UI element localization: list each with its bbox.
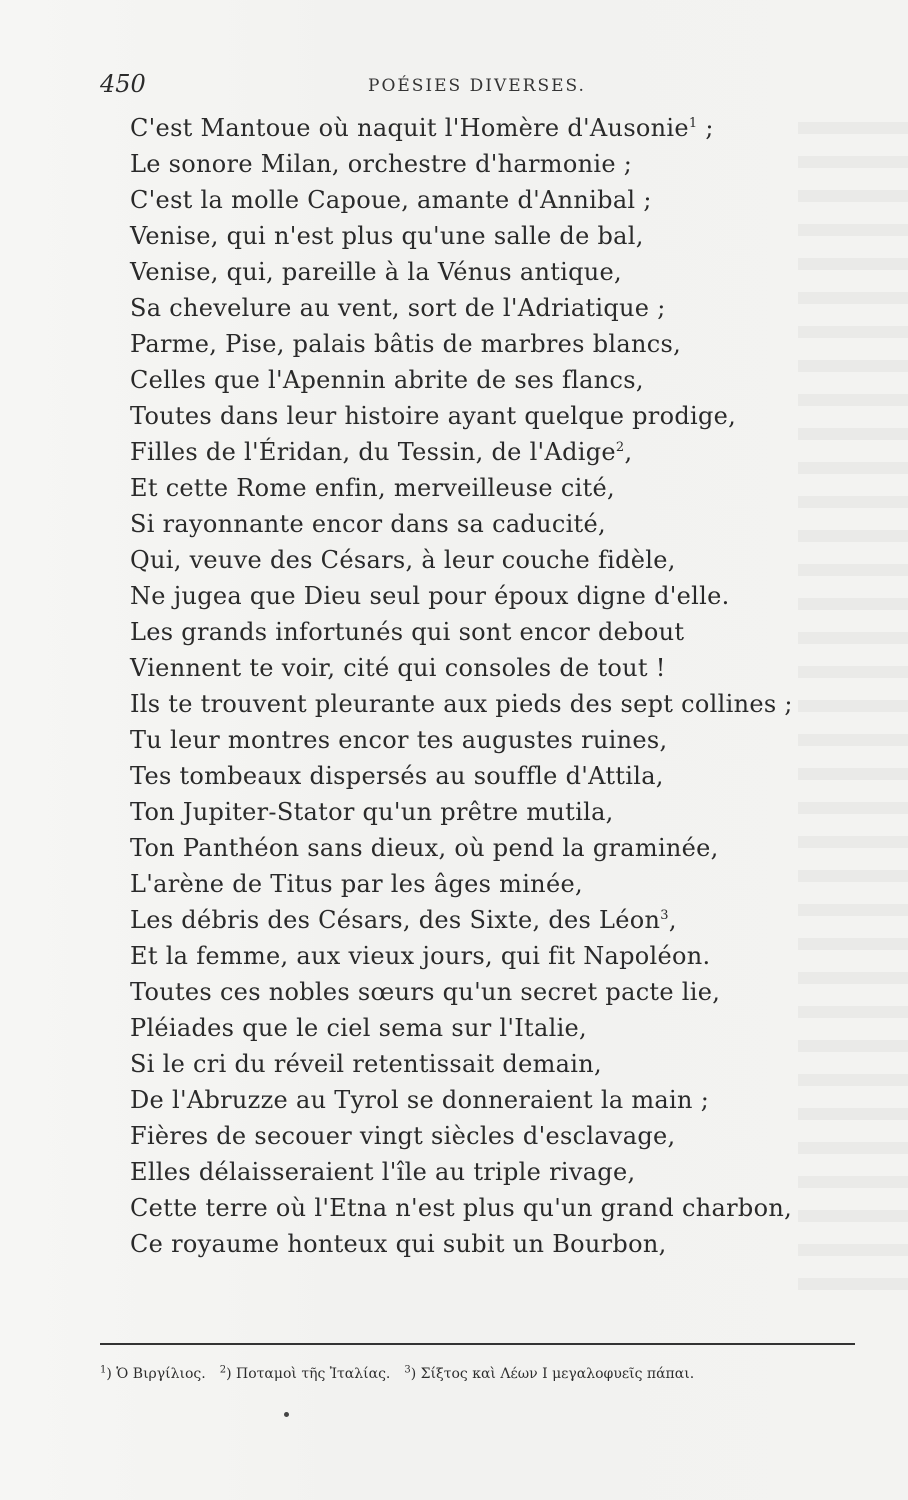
footnote-mark: 1 [100,1364,107,1376]
footnote-reference: 2 [615,440,625,455]
poem-line [130,1046,830,1082]
poem-line [130,1154,830,1190]
poem-line-text: Toutes dans leur histoire ayant quelque prodige, [130,402,737,430]
poem-line [130,1082,830,1118]
footnote-paren: ) [106,1366,117,1382]
poem-line [130,722,830,758]
poem-line [130,110,830,146]
poem-line [130,830,830,866]
poem-line [130,1118,830,1154]
poem-line-text: Elles délaisseraient l'île au triple rivage, [130,1158,636,1186]
poem-line-text: Tu leur montres encor tes augustes ruines, [130,726,668,754]
poem-line-punctuation: , [668,906,677,934]
poem-line [130,1010,830,1046]
footnote-2 [220,1366,391,1382]
poem-line-text: Le sonore Milan, orchestre d'harmonie ; [130,150,633,178]
poem-line [130,362,830,398]
poem-line-text: Venise, qui n'est plus qu'une salle de bal, [130,222,644,250]
poem-line-punctuation: , [624,438,633,466]
page-number: 450 [100,70,146,98]
footnote-paren: ) [410,1366,421,1382]
poem-line [130,542,830,578]
poem-line [130,254,830,290]
poem-line-text: Et cette Rome enfin, merveilleuse cité, [130,474,615,502]
ink-speck [284,1412,289,1417]
footnote-text: Ὁ Βιργίλιος. [116,1366,206,1382]
running-title: POÉSIES DIVERSES. [368,76,586,96]
poem-line [130,614,830,650]
poem-line-text: Et la femme, aux vieux jours, qui fit Napoléon. [130,942,711,970]
poem-line [130,866,830,902]
poem-line-text: Les grands infortunés qui sont encor debout [130,618,685,646]
poem-line-text: Ton Jupiter-Stator qu'un prêtre mutila, [130,798,614,826]
poem-line-text: Les débris des Césars, des Sixte, des Léon [130,906,661,934]
poem-line [130,1226,830,1262]
poem-line-text: Si rayonnante encor dans sa caducité, [130,510,606,538]
poem-line-text: Tes tombeaux dispersés au souffle d'Attila, [130,762,664,790]
footnote-reference: 1 [688,116,698,131]
poem-line [130,326,830,362]
footnote-paren: ) [226,1366,237,1382]
poem-line-text: Pléiades que le ciel sema sur l'Italie, [130,1014,587,1042]
poem-line [130,974,830,1010]
poem-line [130,146,830,182]
poem-line [130,182,830,218]
poem-line-text: Qui, veuve des Césars, à leur couche fidèle, [130,546,676,574]
page-header [100,70,820,104]
poem-line-text: Si le cri du réveil retentissait demain, [130,1050,602,1078]
poem-line-text: Ton Panthéon sans dieux, où pend la graminée, [130,834,719,862]
poem-line-text: Filles de l'Éridan, du Tessin, de l'Adige [130,438,616,466]
poem-line [130,578,830,614]
poem-line [130,470,830,506]
poem-line-text: Parme, Pise, palais bâtis de marbres blancs, [130,330,681,358]
footnote-rule [100,1343,855,1345]
poem-line [130,218,830,254]
poem-line [130,938,830,974]
poem-line-text: Fières de secouer vingt siècles d'esclavage, [130,1122,676,1150]
poem-line-text: Toutes ces nobles sœurs qu'un secret pacte lie, [130,978,721,1006]
poem-line-text: Ils te trouvent pleurante aux pieds des sept collines ; [130,690,793,718]
poem-line-text: Venise, qui, pareille à la Vénus antique, [130,258,622,286]
poem-line-text: C'est Mantoue où naquit l'Homère d'Ausonie [130,114,689,142]
poem-line-text: Sa chevelure au vent, sort de l'Adriatique ; [130,294,666,322]
poem-text [130,110,830,1262]
poem-line [130,650,830,686]
poem-line-text: Cette terre où l'Etna n'est plus qu'un grand charbon, [130,1194,793,1222]
poem-line-text: Ce royaume honteux qui subit un Bourbon, [130,1230,667,1258]
footnotes [100,1360,860,1388]
footnote-mark: 2 [219,1364,227,1376]
poem-line-text: Celles que l'Apennin abrite de ses flancs, [130,366,644,394]
poem-line-punctuation: ; [697,114,714,142]
poem-line-text: C'est la molle Capoue, amante d'Annibal ; [130,186,652,214]
poem-line-text: Viennent te voir, cité qui consoles de tout ! [130,654,666,682]
footnote-reference: 3 [660,908,669,923]
poem-line [130,434,830,470]
poem-line [130,506,830,542]
footnote-mark: 3 [404,1364,411,1376]
poem-line [130,758,830,794]
poem-line [130,398,830,434]
poem-line [130,1190,830,1226]
poem-line-text: Ne jugea que Dieu seul pour époux digne d'elle. [130,582,730,610]
footnote-text: Σίξτος καὶ Λέων Ι μεγαλοφυεῖς πάπαι. [420,1366,695,1382]
poem-line [130,902,830,938]
poem-line-text: L'arène de Titus par les âges minée, [130,870,583,898]
footnote-3 [404,1366,694,1382]
poem-line [130,794,830,830]
poem-line-text: De l'Abruzze au Tyrol se donneraient la main ; [130,1086,710,1114]
poem-line [130,686,830,722]
poem-line [130,290,830,326]
footnote-1 [100,1366,206,1382]
footnote-text: Ποταμοὶ τῆς Ἰταλίας. [236,1366,391,1382]
